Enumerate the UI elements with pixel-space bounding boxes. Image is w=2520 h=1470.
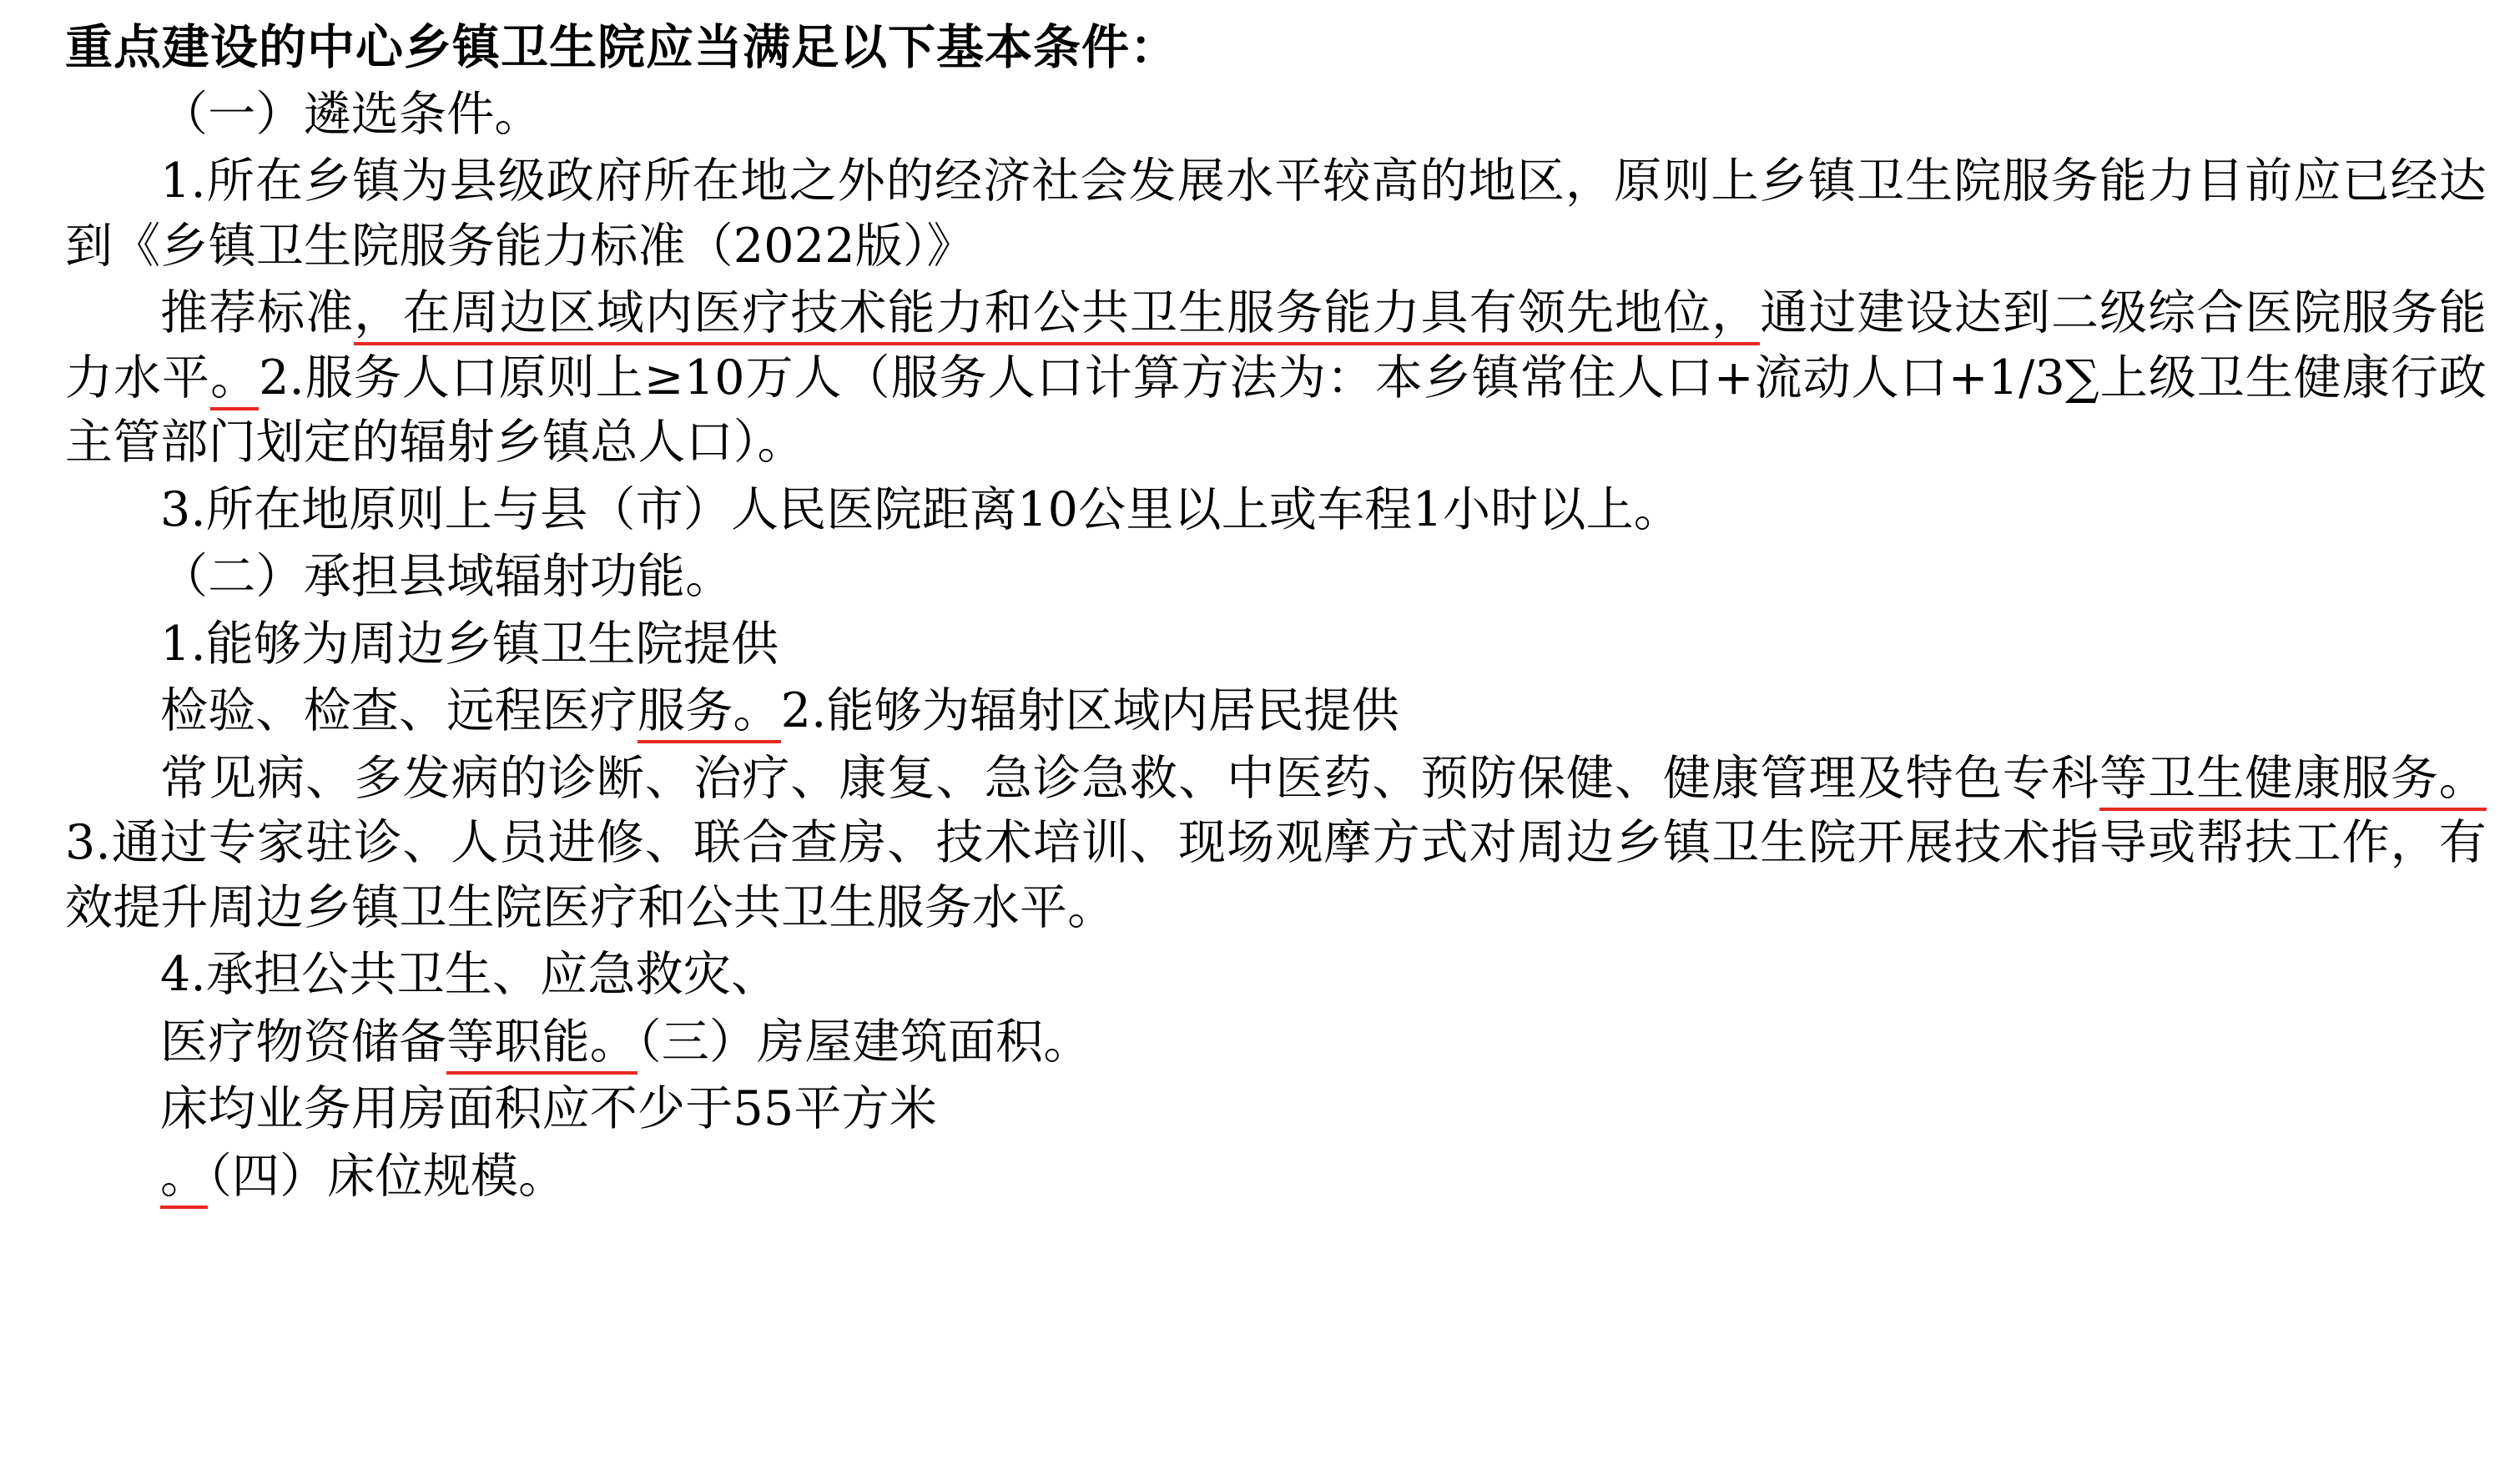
paragraph-2-4-part-a: 医疗物资储备 xyxy=(160,1014,447,1070)
paragraph-1-3 xyxy=(65,545,2487,610)
highlight-clinical-services: 等卫生健康服务。 xyxy=(2099,751,2487,811)
paragraph-1-1-part-b: 通过建设达到二级综合医院服务能力水平 xyxy=(65,285,2487,405)
section-heading: 重点建设的中心乡镇卫生院应当满足以下基本条件： xyxy=(65,19,1178,75)
paragraph-2-2 xyxy=(65,747,2487,941)
subsection-title-1 xyxy=(65,149,2487,279)
paragraph-2-1 xyxy=(65,679,2487,744)
paragraph-1-2-text: 3.所在地原则上与县（市）人民医院距离10公里以上或车程1小时以上。 xyxy=(160,481,1681,537)
paragraph-2-1-part-b: 2.能够为辐射区域内居民提供 xyxy=(780,683,1399,739)
subsection-1-label: 1.所在乡镇为县级政府所在地之外的经济社会发展水平较高的地区，原则上乡镇卫生院服务能力目前应已经达到《乡镇卫生院服务能力标准（2022版）》 xyxy=(65,154,2487,274)
paragraph-2-2-part-b: 3.通过专家驻诊、人员进修、联合查房、技术培训、现场观摩方式对周边乡镇卫生院开展技术指导或帮扶工作，有效提升周边乡镇卫生院医疗和公共卫生服务水平。 xyxy=(65,815,2487,935)
paragraph-1-2 xyxy=(65,478,2487,543)
highlight-secondary-hospital-level: 。 xyxy=(210,350,259,410)
paragraph-2-4-part-b: （三）房屋建筑面积。 xyxy=(638,1014,1091,1070)
highlight-floor-area-requirement: 。 xyxy=(160,1149,208,1209)
subsection-title-2 xyxy=(65,612,2487,677)
subsection-2-label: 1.能够为周边乡镇卫生院提供 xyxy=(160,616,779,672)
paragraph-2-4 xyxy=(65,1010,2487,1075)
paragraph-cut-off xyxy=(65,1211,2487,1240)
document-body xyxy=(65,15,2487,1240)
paragraph-2-3-text: 4.承担公共卫生、应急救灾、 xyxy=(160,947,779,1003)
paragraph-2-2-part-a: 常见病、多发病的诊断、治疗、康复、急诊急救、中医药、预防保健、健康管理及特色专科 xyxy=(160,750,2100,806)
highlight-medical-supply-reserve: 等职能。 xyxy=(446,1014,638,1075)
paragraph-1-1 xyxy=(65,281,2487,476)
subsection-3-label: 床均业务用房面积应不少于55平方米 xyxy=(160,1081,937,1137)
intro-text: （一）遴选条件。 xyxy=(160,86,542,142)
subsection-title-3 xyxy=(65,1077,2487,1142)
highlight-recommended-standard: ，在周边区域内医疗技术能力和公共卫生服务能力具有领先地位， xyxy=(354,285,1760,345)
paragraph-2-1-part-a: 检验、检查、远程医疗 xyxy=(160,683,638,739)
paragraph-3-1 xyxy=(65,1145,2487,1210)
paragraph-1-1-part-c: 2.服务人口原则上≥10万人（服务人口计算方法为：本乡镇常住人口+流动人口+1/3∑上级卫生健康行政主管部门划定的辐射乡镇总人口）。 xyxy=(65,350,2487,471)
paragraph-intro xyxy=(65,83,2487,148)
paragraph-3-1-part-b: （四）床位规模。 xyxy=(208,1148,567,1204)
paragraph-1-1-part-a: 推荐标准 xyxy=(160,285,355,341)
highlight-inspection-services: 服务。 xyxy=(638,683,781,743)
paragraph-2-3 xyxy=(65,943,2487,1008)
paragraph-1-3-text: （二）承担县域辐射功能。 xyxy=(160,549,733,605)
